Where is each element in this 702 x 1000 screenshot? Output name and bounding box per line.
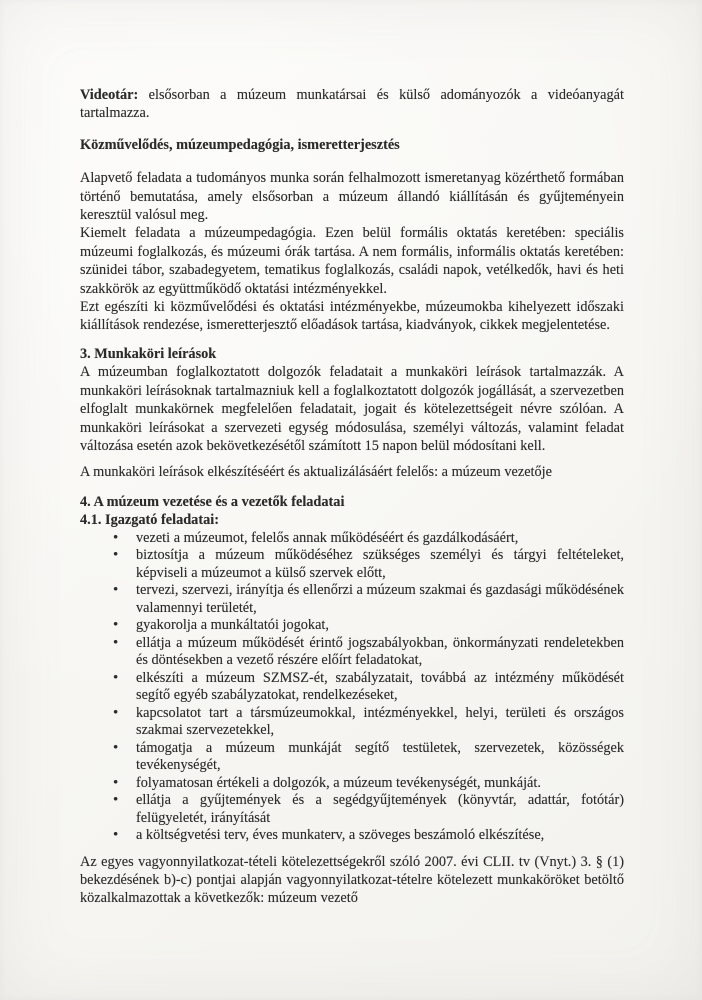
section-heading-igazgato-feladatai: 4.1. Igazgató feladatai: <box>80 512 219 529</box>
list-item: • a költségvetési terv, éves munkaterv, a szöveges beszámoló elkészítése, <box>136 827 624 845</box>
list-item: • ellátja a múzeum működését érintő jogszabályokban, önkormányzati rendeletekben és döntésekben a vezető részére előírt feladatokat, <box>136 635 624 670</box>
paragraph-munkakori-leirasok: A múzeumban foglalkoztatott dolgozók feladatait a munkaköri leírások tartalmazzák. A munkaköri leírásoknak tartalmazniuk kell a foglalkoztatott dolgozók jogállását, a szervezetben elfoglalt munkakörnek megfelelően feladatait, jogait és kötelezettségeit névre szólóan. A munkaköri leírásokat a szervezeti egység módosulása, személyi változás, valamint feladat változása esetén azok bekövetkezésétől számított 15 napon belül módosítani kell. <box>80 364 624 454</box>
list-item: • elkészíti a múzeum SZMSZ-ét, szabályzatait, továbbá az intézmény működését segítő egyéb szabályzatokat, rendelkezéseket, <box>136 670 624 705</box>
list-item: • folyamatosan értékeli a dolgozók, a múzeum tevékenységét, munkáját. <box>136 775 624 793</box>
list-item: • tervezi, szervezi, irányítja és ellenőrzi a múzeum szakmai és gazdasági működésének valamennyi területét, <box>136 582 624 617</box>
list-item: • vezeti a múzeumot, felelős annak működéséért és gazdálkodásáért, <box>136 530 624 548</box>
section-heading-kozmuvelodes: Közművelődés, múzeumpedagógia, ismeretterjesztés <box>80 136 400 153</box>
list-item: • kapcsolatot tart a társmúzeumokkal, intézményekkel, helyi, területi és országos szakmai szervezetekkel, <box>136 705 624 740</box>
paragraph-ezt-egesziti: Ezt egészíti ki közművelődési és oktatási intézményekbe, múzeumokba kihelyezett időszaki kiállítások rendezése, ismeretterjesztő előadások tartása, kiadványok, cikkek megjelentetése. <box>80 299 624 334</box>
section-heading-muzeum-vezetese: 4. A múzeum vezetése és a vezetők feladatai <box>80 493 345 510</box>
paragraph-vagyonnyilatkozat: Az egyes vagyonnyilatkozat-tételi kötelezettségekről szóló 2007. évi CLII. tv (Vnyt.) 3. § (1) bekezdésének b)-c) pontjai alapján vagyonnyilatkozat-tételre kötelezett munkaköröket betöltő közalkalmazottak a következők: múzeum vezető <box>80 853 624 907</box>
igazgato-duties-list <box>80 530 624 845</box>
paragraph-videotar <box>80 86 624 123</box>
section-heading-munkakori-leirasok: 3. Munkaköri leírások <box>80 345 217 362</box>
paragraph-alapveto: Alapvető feladata a tudományos munka során felhalmozott ismeretanyag közérthető formában történő bemutatása, amely elsősorban a múzeum állandó kiállításán és gyűjteményein keresztül valósul meg. <box>80 170 624 224</box>
list-item: • ellátja a gyűjtemények és a segédgyűjtemények (könyvtár, adattár, fotótár) felügyeletét, irányítását <box>136 792 624 827</box>
list-item: • támogatja a múzeum munkáját segítő testületek, szervezetek, közösségek tevékenységét, <box>136 740 624 775</box>
paragraph-kiemelt: Kiemelt feladata a múzeumpedagógia. Ezen belül formális oktatás keretében: speciális múzeumi foglalkozás, és múzeumi órák tartása. A nem formális, informális oktatás keretében: szünidei tábor, szabadegyetem, tematikus foglalkozás, családi napok, vetélkedők, havi és heti szakkörök az együttműködő oktatási intézményekkel. <box>80 225 624 297</box>
document-text-column <box>80 86 624 908</box>
list-item: • gyakorolja a munkáltatói jogokat, <box>136 617 624 635</box>
videotar-term: Videotár: <box>80 87 139 103</box>
videotar-description: elsősorban a múzeum munkatársai és külső adományozók a videóanyagát tartalmazza. <box>80 87 624 122</box>
paragraph-felelos: A munkaköri leírások elkészítéséért és aktualizálásáért felelős: a múzeum vezetője <box>80 464 552 481</box>
list-item: • biztosítja a múzeum működéséhez szükséges személyi és tárgyi feltételeket, képviseli a múzeumot a külső szervek előtt, <box>136 547 624 582</box>
